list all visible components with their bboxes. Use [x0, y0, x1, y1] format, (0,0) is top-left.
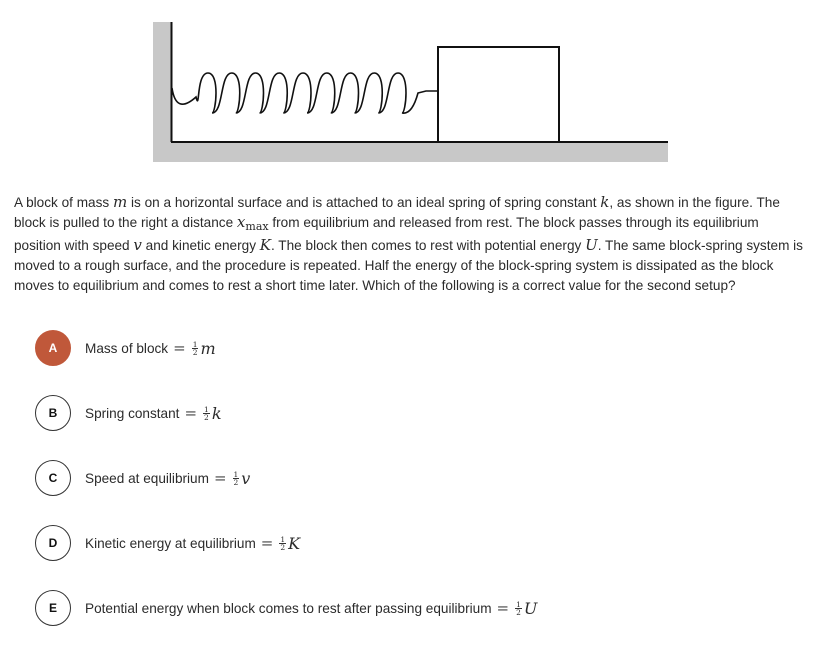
choice-a[interactable]	[35, 328, 216, 368]
choice-letter[interactable]: B	[35, 395, 71, 431]
var-v: v	[133, 236, 142, 255]
fraction	[203, 406, 210, 421]
numerator: 1	[192, 339, 198, 349]
choice-b[interactable]	[35, 393, 222, 433]
var-x: x	[236, 212, 246, 231]
wall	[153, 22, 172, 162]
denominator: 2	[233, 477, 239, 487]
variable: m	[200, 338, 216, 358]
choice-label: Speed at equilibrium	[85, 470, 209, 486]
denominator: 2	[516, 607, 521, 617]
choice-label: Spring constant	[85, 405, 180, 421]
fraction	[233, 471, 240, 486]
variable: v	[241, 468, 251, 488]
block	[438, 47, 559, 142]
equals-sign: =	[213, 469, 227, 487]
choice-d[interactable]	[35, 523, 300, 563]
choice-label: Kinetic energy at equilibrium	[85, 535, 256, 551]
var-K: K	[259, 236, 271, 255]
fraction	[192, 341, 199, 356]
question-part: from equilibrium and released from rest. The block passes through its equilibrium position with speed	[14, 214, 759, 254]
denominator: 2	[280, 542, 286, 552]
equals-sign: =	[496, 599, 510, 617]
spring	[172, 73, 438, 113]
choice-label: Potential energy when block comes to rest after passing equilibrium	[85, 600, 492, 616]
var-k: k	[600, 193, 610, 211]
question-part: . The block then comes to rest with potential energy	[271, 238, 586, 254]
choice-letter[interactable]: D	[35, 525, 71, 561]
choice-letter[interactable]: A	[35, 330, 71, 366]
var-m: m	[112, 193, 128, 211]
block-spring-figure	[0, 0, 815, 180]
question-text	[14, 193, 809, 296]
numerator: 1	[233, 469, 239, 479]
equals-sign: =	[184, 404, 198, 422]
question-part: and kinetic energy	[141, 238, 260, 254]
variable: K	[288, 533, 301, 553]
variable: U	[523, 598, 538, 618]
choice-letter[interactable]: C	[35, 460, 71, 496]
var-U: U	[585, 236, 598, 255]
equals-sign: =	[173, 339, 186, 357]
question-part: is on a horizontal surface and is attached to an ideal spring of spring constant	[127, 195, 601, 210]
choice-label: Mass of block	[85, 340, 169, 356]
choice-c[interactable]	[35, 458, 250, 498]
numerator: 1	[204, 404, 209, 414]
choice-letter[interactable]: E	[35, 590, 71, 626]
question-part: , as shown in the figure. The block is pulled to the right a distance	[14, 195, 780, 230]
denominator: 2	[192, 347, 198, 357]
var-x-subscript: max	[245, 219, 269, 233]
variable: k	[211, 403, 222, 423]
question-part: A block of mass	[14, 195, 113, 210]
choice-e[interactable]	[35, 588, 537, 628]
numerator: 1	[280, 534, 286, 544]
floor	[153, 142, 668, 162]
fraction	[515, 601, 522, 616]
fraction	[279, 536, 286, 551]
equals-sign: =	[260, 534, 274, 552]
numerator: 1	[516, 599, 521, 609]
denominator: 2	[204, 412, 209, 422]
question-part: . The same block-spring system is moved to a rough surface, and the procedure is repeated. Half the energy of the block-spring system is dissipated as the block moves to equilibrium and comes to rest a short time later. Which of the following is a correct value for the second setup?	[14, 238, 803, 293]
